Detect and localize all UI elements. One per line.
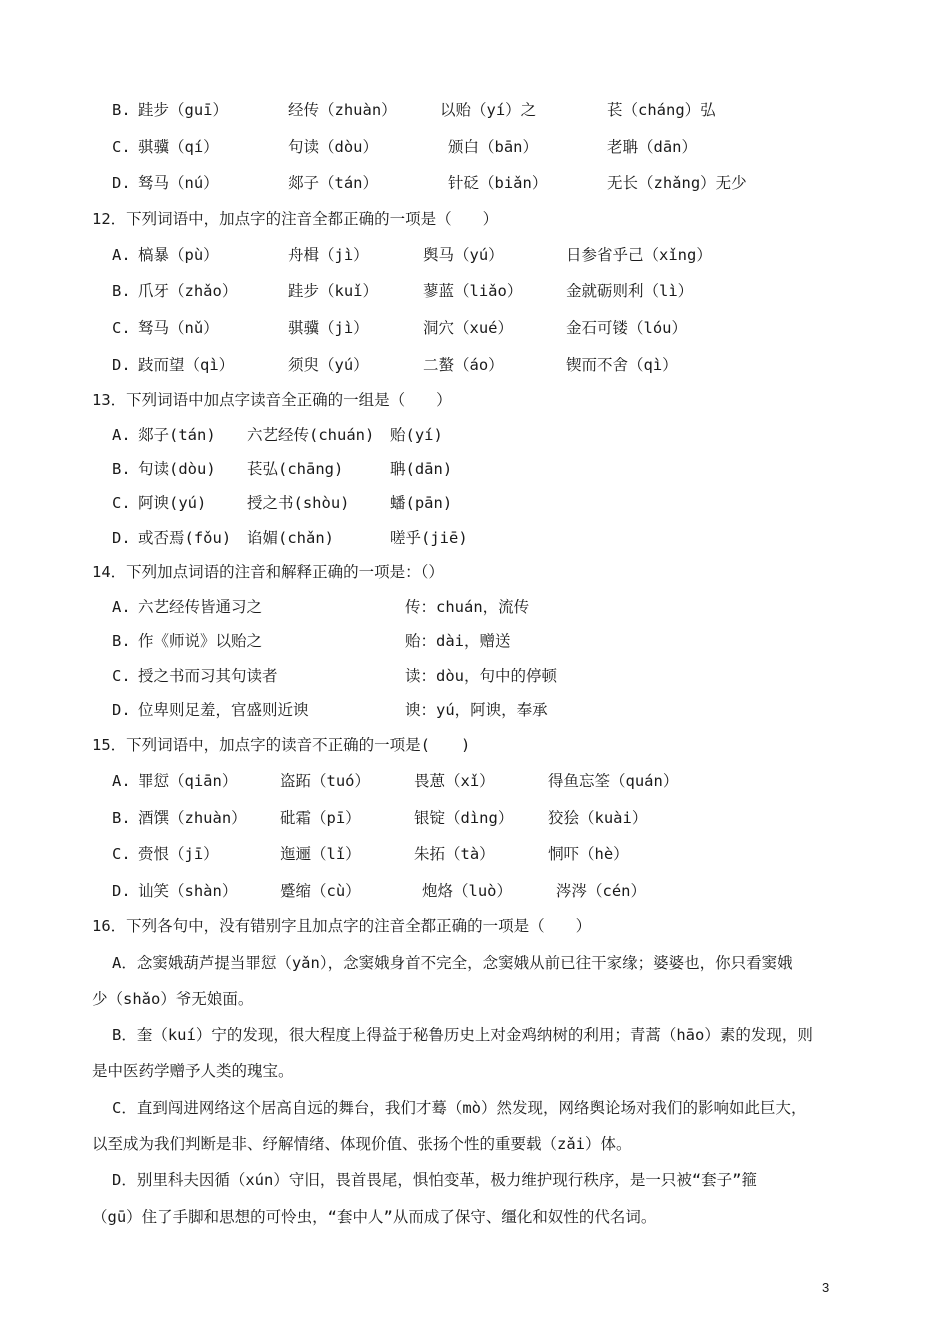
option-label: C. [112,138,131,156]
option-item: 二螯（áo） [423,356,504,374]
option-item: 聃(dān) [390,460,453,478]
option-label: C. [112,667,131,685]
option-text-line: （gū）住了手脚和思想的可怜虫，“套中人”从而成了保守、缰化和奴性的代名词。 [92,1208,657,1226]
option-item: 锲而不舍（qì） [566,356,678,374]
option-item: 舟楫（jì） [288,246,369,264]
option-item: 蹙缩（cù） [280,882,361,900]
option-item: 针砭（biǎn） [448,174,548,192]
option-label: A. [112,772,131,790]
question-16-stem: 16．下列各句中，没有错别字且加点字的注音全都正确的一项是（ ） [92,917,592,935]
option-label: B. [112,809,131,827]
option-note: 贻：dài，赠送 [405,632,511,650]
option-item: 骐骥（jì） [288,319,369,337]
option-text-line: 以至成为我们判断是非、纾解情绪、体现价值、张扬个性的重要载（zǎi）体。 [92,1135,632,1153]
option-item: 舆马（yú） [423,246,504,264]
option-note: 谀：yú，阿谀，奉承 [405,701,548,719]
option-item: 炮烙（luò） [422,882,512,900]
option-item: 爪牙（zhǎo） [138,282,238,300]
option-sentence: 授之书而习其句读者 [138,667,278,685]
option-item: 须臾（yú） [288,356,369,374]
option-label: D. [112,701,131,719]
option-item: 得鱼忘筌（quán） [548,772,679,790]
option-label: D. [112,529,131,547]
option-label: D. [112,356,131,374]
option-item: 银锭（dìng） [414,809,514,827]
option-sentence: 六艺经传皆通习之 [138,598,263,616]
option-label: D. [112,174,131,192]
option-item: 句读（dòu） [288,138,378,156]
option-sentence: 位卑则足羞，官盛则近谀 [138,701,309,719]
option-item: 无长（zhǎng）无少 [607,174,747,192]
option-item: 谄媚(chǎn) [247,529,334,547]
option-item: 驽马（nú） [138,174,219,192]
option-item: 涔涔（cén） [556,882,646,900]
option-text-line: A．念窦娥葫芦提当罪愆（yǎn），念窦娥身首不完全，念窦娥从前已往干家缘；婆婆也，你只看窦娥 [112,954,793,972]
option-text-line: C．直到闯进网络这个居高自远的舞台，我们才蓦（mò）然发现，网络舆论场对我们的影响如此巨大， [112,1099,807,1117]
option-label: B. [112,460,131,478]
option-item: 以贻（yí）之 [440,101,537,119]
option-item: 迤逦（lǐ） [280,845,361,863]
option-label: B. [112,632,131,650]
option-note: 传：chuán，流传 [405,598,530,616]
option-label: C. [112,494,131,512]
option-label: A. [112,426,131,444]
option-item: 骐骥（qí） [138,138,219,156]
option-item: 蓼蓝（liǎo） [423,282,523,300]
option-item: 洞穴（xué） [423,319,513,337]
option-item: 阿谀(yú) [138,494,207,512]
option-item: 六艺经传(chuán) [247,426,375,444]
question-13-stem: 13．下列词语中加点字读音全正确的一组是（ ） [92,391,452,409]
option-item: 跬步（guī） [138,101,228,119]
option-item: 贻(yí) [390,426,443,444]
option-item: 金就砺则利（lì） [566,282,694,300]
option-item: 蟠(pān) [390,494,453,512]
option-item: 老聃（dān） [607,138,697,156]
option-item: 郯子（tán） [288,174,378,192]
option-item: 砒霜（pī） [280,809,361,827]
option-item: 郯子(tán) [138,426,216,444]
option-label: C. [112,845,131,863]
option-item: 金石可镂（lóu） [566,319,687,337]
option-text-line: 是中医药学赠予人类的瑰宝。 [92,1062,294,1080]
option-item: 狡狯（kuài） [548,809,648,827]
option-item: 赍恨（jī） [138,845,219,863]
page-number: 3 [822,1280,830,1295]
question-12-stem: 12．下列词语中，加点字的注音全都正确的一项是（ ） [92,210,499,228]
option-item: 朱拓（tà） [414,845,495,863]
option-item: 嗟乎(jiē) [390,529,468,547]
option-text-line: B．奎（kuí）宁的发现，很大程度上得益于秘鲁历史上对金鸡纳树的利用；青蒿（hāo）素的发现，则 [112,1026,813,1044]
option-label: A. [112,246,131,264]
option-label: D. [112,882,131,900]
option-item: 跬步（kuǐ） [288,282,378,300]
option-item: 跂而望（qì） [138,356,235,374]
option-item: 句读(dòu) [138,460,216,478]
option-label: A. [112,598,131,616]
option-item: 讪笑（shàn） [138,882,238,900]
option-item: 授之书(shòu) [247,494,350,512]
option-item: 畏葸（xǐ） [414,772,495,790]
option-item: 恫吓（hè） [548,845,629,863]
option-label: B. [112,282,131,300]
option-item: 罪愆（qiān） [138,772,238,790]
option-sentence: 作《师说》以贻之 [138,632,263,650]
option-item: 苌（cháng）弘 [607,101,716,119]
option-item: 槁暴（pù） [138,246,219,264]
option-note: 读：dòu，句中的停顿 [405,667,557,685]
option-item: 驽马（nǔ） [138,319,219,337]
option-item: 经传（zhuàn） [288,101,397,119]
question-14-stem: 14．下列加点词语的注音和解释正确的一项是：（） [92,563,444,581]
option-item: 盗跖（tuó） [280,772,370,790]
option-item: 苌弘(chāng) [247,460,344,478]
option-item: 颁白（bān） [448,138,538,156]
option-item: 日参省乎己（xǐng） [566,246,712,264]
option-item: 酒馔（zhuàn） [138,809,247,827]
option-text-line: 少（shǎo）爷无娘面。 [92,990,254,1008]
option-text-line: D．别里科夫因循（xún）守旧，畏首畏尾，惧怕变革，极力维护现行秩序，是一只被“套子”箍 [112,1171,757,1189]
option-item: 或否焉(fǒu) [138,529,232,547]
option-label: C. [112,319,131,337]
question-15-stem: 15．下列词语中，加点字的读音不正确的一项是( ) [92,736,471,754]
option-label: B. [112,101,131,119]
